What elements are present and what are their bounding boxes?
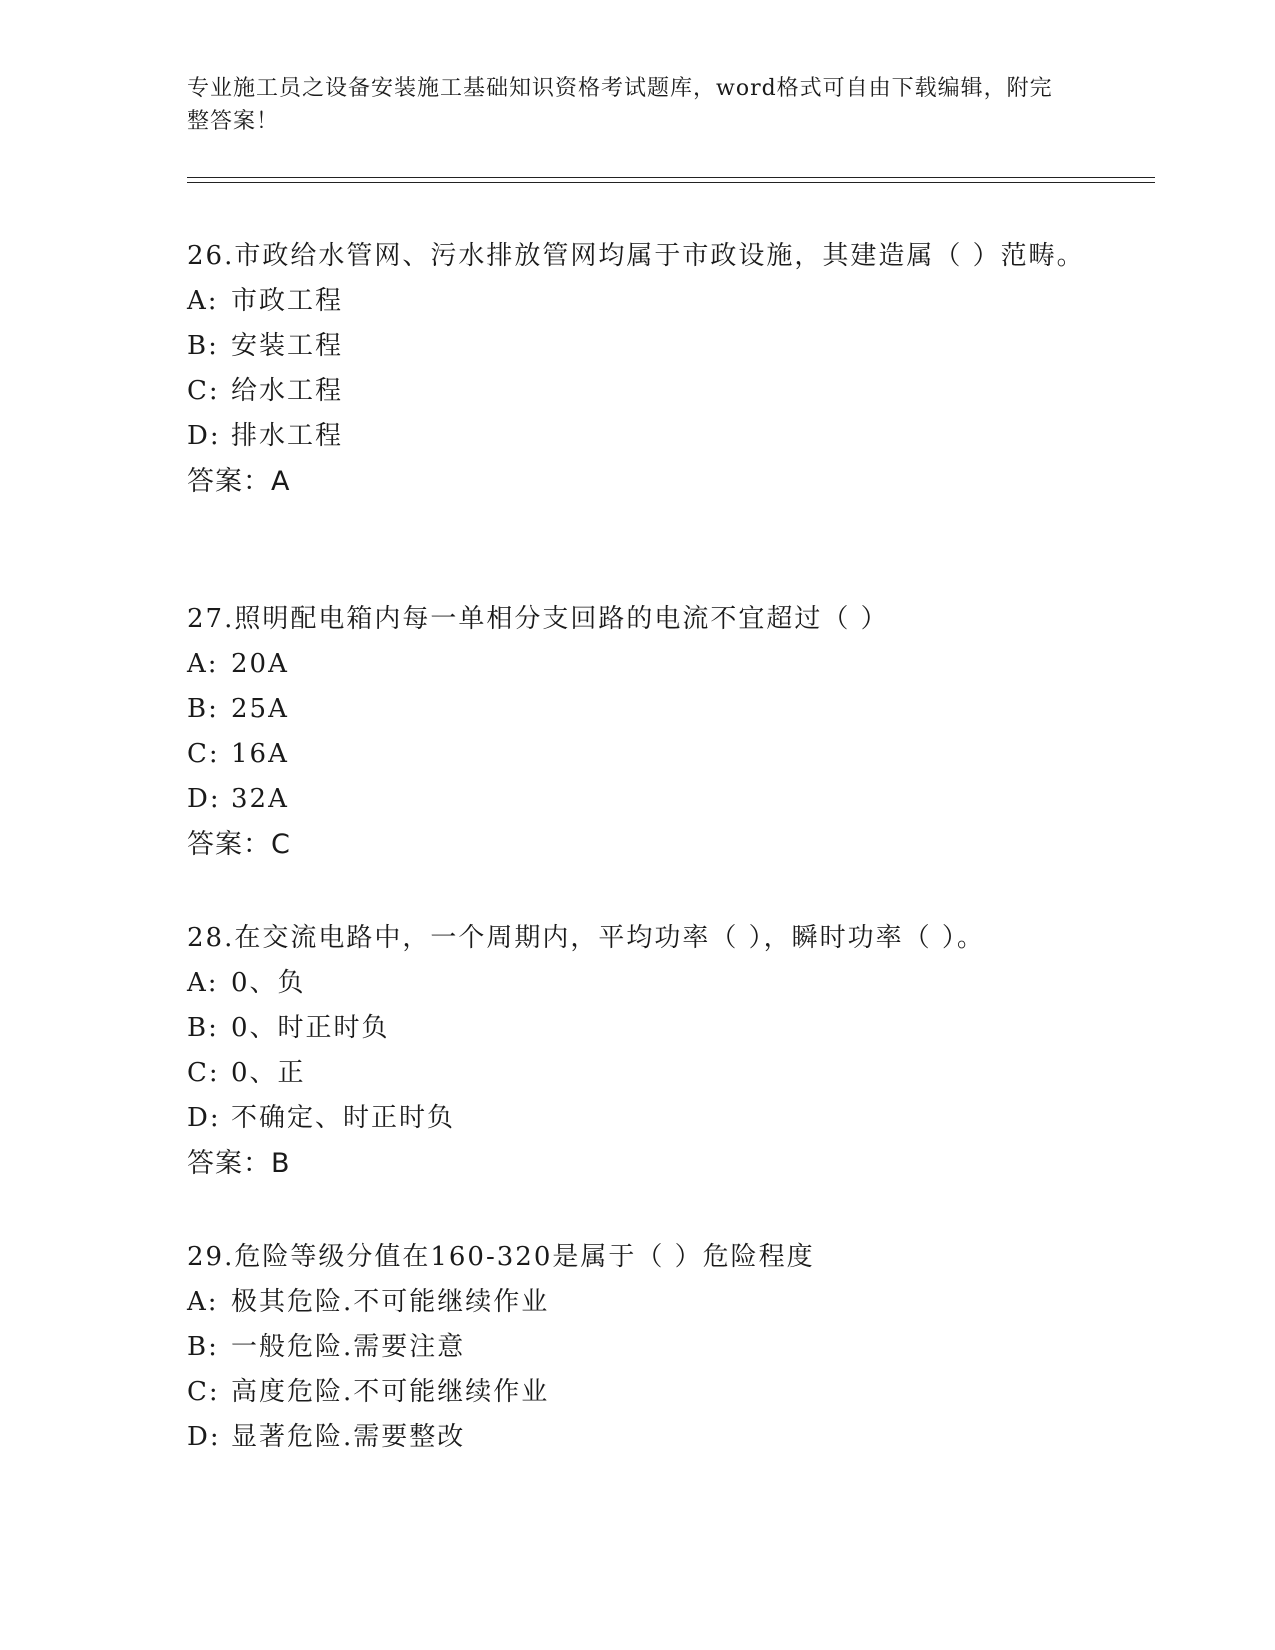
option-a (187, 1280, 1087, 1325)
question-28 (187, 916, 1087, 1187)
option-letter: A: (187, 968, 219, 998)
option-d (187, 1096, 1087, 1141)
option-text: 32A (231, 784, 289, 814)
option-letter: B: (187, 694, 219, 724)
option-a (187, 279, 1087, 324)
header-rule-bottom (187, 182, 1155, 183)
option-text: 0、正 (231, 1058, 306, 1088)
option-b (187, 687, 1087, 732)
answer: 答案：C (187, 829, 291, 860)
question-text: 26.市政给水管网、污水排放管网均属于市政设施，其建造属（ ）范畴。 (187, 241, 1085, 271)
question-26 (187, 234, 1087, 505)
option-a (187, 961, 1087, 1006)
question-27 (187, 597, 1087, 868)
option-letter: B: (187, 1013, 219, 1043)
option-letter: A: (187, 649, 219, 679)
option-letter: B: (187, 1332, 219, 1362)
option-text: 20A (231, 649, 289, 679)
question-text: 27.照明配电箱内每一单相分支回路的电流不宜超过（ ） (187, 604, 889, 634)
header-rule-top (187, 177, 1155, 178)
option-b (187, 1325, 1087, 1370)
option-letter: C: (187, 376, 220, 406)
option-letter: D: (187, 1422, 221, 1452)
option-text: 0、负 (231, 968, 306, 998)
option-letter: C: (187, 739, 220, 769)
option-b (187, 1006, 1087, 1051)
option-c (187, 1370, 1087, 1415)
option-a (187, 642, 1087, 687)
option-letter: A: (187, 1287, 219, 1317)
option-text: 极其危险.不可能继续作业 (231, 1287, 550, 1317)
question-text: 29.危险等级分值在160-320是属于（ ）危险程度 (187, 1242, 815, 1272)
option-letter: B: (187, 331, 219, 361)
option-c (187, 732, 1087, 777)
option-text: 16A (231, 739, 289, 769)
answer: 答案：A (187, 466, 291, 497)
option-text: 给水工程 (231, 376, 344, 406)
option-text: 安装工程 (231, 331, 344, 361)
option-c (187, 1051, 1087, 1096)
question-text: 28.在交流电路中，一个周期内，平均功率（ ），瞬时功率（ ）。 (187, 923, 985, 953)
option-text: 不确定、时正时负 (231, 1103, 456, 1133)
option-letter: A: (187, 286, 219, 316)
option-text: 显著危险.需要整改 (231, 1422, 466, 1452)
option-text: 排水工程 (231, 421, 344, 451)
option-text: 一般危险.需要注意 (231, 1332, 466, 1362)
option-letter: D: (187, 421, 221, 451)
document-header: 专业施工员之设备安装施工基础知识资格考试题库，word格式可自由下载编辑，附完整答案！ (187, 76, 1053, 134)
answer: 答案：B (187, 1148, 291, 1179)
option-d (187, 777, 1087, 822)
option-letter: D: (187, 1103, 221, 1133)
option-letter: C: (187, 1058, 220, 1088)
option-d (187, 414, 1087, 459)
option-letter: C: (187, 1377, 220, 1407)
option-text: 25A (231, 694, 289, 724)
question-29 (187, 1235, 1087, 1460)
option-b (187, 324, 1087, 369)
option-d (187, 1415, 1087, 1460)
option-text: 0、时正时负 (231, 1013, 390, 1043)
option-letter: D: (187, 784, 221, 814)
option-text: 市政工程 (231, 286, 344, 316)
option-c (187, 369, 1087, 414)
option-text: 高度危险.不可能继续作业 (231, 1377, 550, 1407)
